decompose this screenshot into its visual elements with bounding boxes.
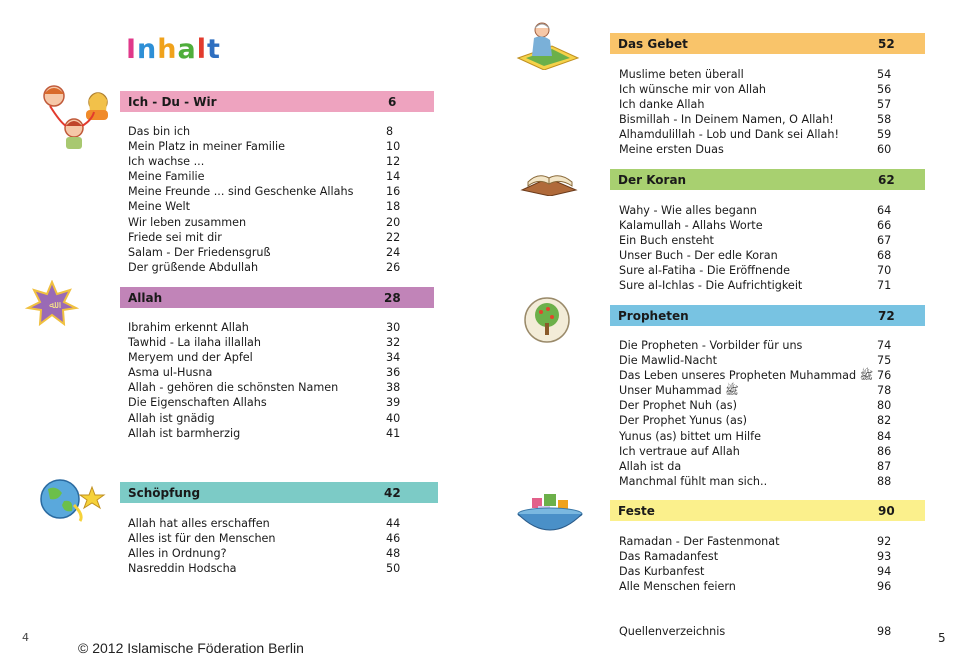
entry-title: Alhamdulillah - Lob und Dank sei Allah! <box>619 128 839 142</box>
toc-entry[interactable] <box>619 549 899 564</box>
entry-page-number: 50 <box>386 562 401 576</box>
entry-title: Der Prophet Nuh (as) <box>619 399 737 413</box>
entry-page-number: 68 <box>877 249 892 263</box>
toc-entry[interactable] <box>128 320 408 335</box>
entry-page-number: 82 <box>877 414 892 428</box>
toc-entry[interactable] <box>128 184 408 199</box>
toc-entry[interactable] <box>619 624 899 639</box>
celebration-bowl-icon <box>514 492 586 536</box>
toc-entry[interactable] <box>619 579 899 594</box>
toc-entry[interactable] <box>619 203 899 218</box>
section-title: Ich - Du - Wir <box>128 94 217 109</box>
globe-icon <box>34 475 106 523</box>
entry-title: Der Prophet Yunus (as) <box>619 414 748 428</box>
toc-entry[interactable] <box>619 338 899 353</box>
section-page-number: 72 <box>878 308 895 323</box>
entry-title: Meine Welt <box>128 200 190 214</box>
copyright-notice: © 2012 Islamische Föderation Berlin <box>78 640 304 656</box>
toc-entry[interactable] <box>128 411 408 426</box>
toc-list <box>619 203 899 294</box>
toc-entry[interactable] <box>128 531 408 546</box>
toc-entry[interactable] <box>128 154 408 169</box>
toc-entry[interactable] <box>619 474 899 489</box>
entry-page-number: 74 <box>877 339 892 352</box>
toc-entry[interactable] <box>128 561 408 576</box>
quran-book-icon <box>518 160 580 196</box>
toc-list <box>128 124 408 275</box>
toc-list <box>619 534 899 594</box>
entry-title: Wir leben zusammen <box>128 215 247 229</box>
section-title: Das Gebet <box>618 36 688 51</box>
toc-entry[interactable] <box>128 215 408 230</box>
section-page-number: 6 <box>388 94 397 109</box>
entry-page-number: 36 <box>386 366 401 380</box>
entry-title: Sure al-Fatiha - Die Eröffnende <box>619 264 791 278</box>
toc-entry[interactable] <box>128 245 408 260</box>
toc-list <box>128 516 408 576</box>
entry-page-number: 70 <box>877 264 892 278</box>
entry-page-number: 20 <box>386 215 401 229</box>
toc-entry[interactable] <box>128 139 408 154</box>
page-number-left: 4 <box>22 631 29 644</box>
entry-title: Meryem und der Apfel <box>128 351 253 365</box>
entry-page-number: 84 <box>877 429 892 443</box>
toc-entry[interactable] <box>128 365 408 380</box>
toc-entry[interactable] <box>619 398 899 413</box>
entry-page-number: 93 <box>877 550 892 564</box>
entry-page-number: 92 <box>877 535 892 548</box>
toc-entry[interactable] <box>128 230 408 245</box>
toc-entry[interactable] <box>619 67 899 82</box>
entry-page-number: 75 <box>877 354 892 368</box>
toc-entry[interactable] <box>128 395 408 410</box>
entry-page-number: 64 <box>877 204 892 217</box>
toc-entry[interactable] <box>619 97 899 112</box>
toc-entry[interactable] <box>619 534 899 549</box>
entry-title: Die Eigenschaften Allahs <box>128 396 267 410</box>
entry-page-number: 87 <box>877 459 892 473</box>
toc-entry[interactable] <box>619 444 899 459</box>
entry-title: Alles ist für den Menschen <box>128 532 276 546</box>
section-title: Propheten <box>618 308 689 323</box>
entry-page-number: 88 <box>877 474 892 488</box>
entry-page-number: 78 <box>877 384 892 398</box>
section-band[interactable] <box>610 33 925 54</box>
toc-entry[interactable] <box>619 564 899 579</box>
entry-title: Ein Buch ensteht <box>619 234 714 248</box>
entry-title: Quellenverzeichnis <box>619 625 726 638</box>
entry-page-number: 46 <box>386 532 401 546</box>
prayer-icon <box>512 18 580 70</box>
entry-title: Kalamullah - Allahs Worte <box>619 219 763 233</box>
entry-title: Manchmal fühlt man sich.. <box>619 474 768 488</box>
entry-page-number: 56 <box>877 83 892 97</box>
entry-page-number: 44 <box>386 517 401 530</box>
entry-page-number: 58 <box>877 113 892 127</box>
entry-title: Unser Buch - Der edle Koran <box>619 249 778 263</box>
entry-page-number: 8 <box>386 125 394 138</box>
page-number-right: 5 <box>938 631 946 645</box>
toc-entry[interactable] <box>619 459 899 474</box>
entry-page-number: 71 <box>877 279 892 293</box>
entry-title: Die Mawlid-Nacht <box>619 354 718 368</box>
toc-entry[interactable] <box>619 218 899 233</box>
entry-title: Ich wachse ... <box>128 155 205 169</box>
section-band[interactable] <box>610 305 925 326</box>
toc-entry[interactable] <box>128 124 408 139</box>
entry-title: Ich danke Allah <box>619 98 705 112</box>
toc-entry[interactable] <box>128 335 408 350</box>
entry-title: Allah ist da <box>619 459 682 473</box>
toc-entry[interactable] <box>128 169 408 184</box>
toc-entry[interactable] <box>128 350 408 365</box>
entry-title: Asma ul-Husna <box>128 366 213 380</box>
section-band[interactable] <box>610 169 925 190</box>
entry-page-number: 14 <box>386 170 401 184</box>
entry-title: Meine Familie <box>128 170 205 184</box>
toc-entry[interactable] <box>619 413 899 428</box>
entry-page-number: 32 <box>386 336 401 350</box>
entry-title: Meine ersten Duas <box>619 143 724 157</box>
entry-title: Das Ramadanfest <box>619 550 719 564</box>
section-title: Der Koran <box>618 172 687 187</box>
entry-title: Tawhid - La ilaha illallah <box>128 336 261 350</box>
entry-page-number: 66 <box>877 219 892 233</box>
entry-page-number: 80 <box>877 399 892 413</box>
entry-title: Allah - gehören die schönsten Namen <box>128 381 339 395</box>
entry-page-number: 16 <box>386 185 401 199</box>
entry-page-number: 39 <box>386 396 401 410</box>
toc-entry[interactable] <box>619 429 899 444</box>
entry-title: Ich wünsche mir von Allah <box>619 83 767 97</box>
section-page-number: 28 <box>384 290 401 305</box>
entry-title: Allah ist gnädig <box>128 411 215 425</box>
entry-title: Der grüßende Abdullah <box>128 260 259 274</box>
entry-title: Mein Platz in meiner Familie <box>128 140 285 154</box>
entry-page-number: 48 <box>386 547 401 561</box>
section-page-number: 90 <box>878 503 895 518</box>
entry-title: Muslime beten überall <box>619 68 744 81</box>
toc-entry[interactable] <box>619 263 899 278</box>
section-title: Schöpfung <box>128 485 201 500</box>
toc-entry[interactable] <box>128 199 408 214</box>
section-title: Feste <box>618 503 655 518</box>
entry-title: Das Leben unseres Propheten Muhammad ﷺ <box>619 369 874 383</box>
entry-title: Alle Menschen feiern <box>619 580 736 594</box>
entry-page-number: 57 <box>877 98 892 112</box>
entry-page-number: 24 <box>386 245 401 259</box>
entry-title: Allah ist barmherzig <box>128 426 241 440</box>
entry-title: Die Propheten - Vorbilder für uns <box>619 339 803 352</box>
family-icon <box>36 82 116 152</box>
section-band[interactable] <box>120 91 434 112</box>
entry-title: Bismillah - In Deinem Namen, O Allah! <box>619 113 834 127</box>
entry-page-number: 94 <box>877 565 892 579</box>
section-band[interactable] <box>120 482 438 503</box>
tree-icon <box>522 295 572 345</box>
entry-page-number: 38 <box>386 381 401 395</box>
entry-title: Salam - Der Friedensgruß <box>128 245 271 259</box>
toc-entry[interactable] <box>619 278 899 293</box>
title-letter: l <box>196 34 208 65</box>
entry-page-number: 41 <box>386 426 401 440</box>
toc-entry[interactable] <box>128 260 408 275</box>
toc-entry[interactable] <box>619 82 899 97</box>
section-band[interactable] <box>120 287 434 308</box>
entry-title: Alles in Ordnung? <box>128 547 227 561</box>
entry-page-number: 96 <box>877 580 892 594</box>
entry-title: Ich vertraue auf Allah <box>619 444 740 458</box>
title-letter: n <box>137 34 158 65</box>
entry-page-number: 34 <box>386 351 401 365</box>
toc-entry[interactable] <box>619 142 899 157</box>
entry-title: Das bin ich <box>128 125 191 138</box>
toc-list <box>619 67 899 158</box>
svg-text:ﷲ: ﷲ <box>49 300 55 311</box>
page-title <box>126 34 221 65</box>
entry-page-number: 98 <box>877 625 892 638</box>
toc-entry[interactable] <box>128 546 408 561</box>
entry-page-number: 10 <box>386 140 401 154</box>
section-page-number: 42 <box>384 485 401 500</box>
entry-page-number: 30 <box>386 321 401 334</box>
title-letter: h <box>157 34 178 65</box>
toc-list <box>128 320 408 441</box>
title-letter: a <box>177 34 197 65</box>
toc-entry[interactable] <box>619 127 899 142</box>
toc-entry[interactable] <box>619 233 899 248</box>
entry-title: Allah hat alles erschaffen <box>128 517 270 530</box>
entry-title: Sure al-Ichlas - Die Aufrichtigkeit <box>619 279 803 293</box>
toc-entry[interactable] <box>619 368 899 383</box>
entry-page-number: 40 <box>386 411 401 425</box>
section-page-number: 62 <box>878 172 895 187</box>
toc-entry[interactable] <box>128 426 408 441</box>
toc-entry[interactable] <box>619 112 899 127</box>
entry-page-number: 67 <box>877 234 892 248</box>
toc-list-sources <box>619 624 899 639</box>
entry-page-number: 18 <box>386 200 401 214</box>
entry-title: Ibrahim erkennt Allah <box>128 321 249 334</box>
entry-page-number: 59 <box>877 128 892 142</box>
toc-entry[interactable] <box>619 383 899 398</box>
toc-list <box>619 338 899 489</box>
star-icon <box>24 280 80 326</box>
toc-entry[interactable] <box>128 380 408 395</box>
entry-page-number: 12 <box>386 155 401 169</box>
section-title: Allah <box>128 290 163 305</box>
entry-title: Ramadan - Der Fastenmonat <box>619 535 780 548</box>
entry-title: Wahy - Wie alles begann <box>619 204 757 217</box>
entry-page-number: 60 <box>877 143 892 157</box>
entry-title: Das Kurbanfest <box>619 565 705 579</box>
section-band[interactable] <box>610 500 925 521</box>
entry-page-number: 86 <box>877 444 892 458</box>
entry-title: Friede sei mit dir <box>128 230 222 244</box>
section-page-number: 52 <box>878 36 895 51</box>
entry-title: Unser Muhammad ﷺ <box>619 384 739 398</box>
title-letter: t <box>207 34 221 65</box>
right-page <box>486 0 971 664</box>
entry-page-number: 76 <box>877 369 892 383</box>
entry-page-number: 54 <box>877 68 892 81</box>
toc-entry[interactable] <box>619 248 899 263</box>
entry-page-number: 22 <box>386 230 401 244</box>
entry-title: Meine Freunde ... sind Geschenke Allahs <box>128 185 354 199</box>
entry-title: Nasreddin Hodscha <box>128 562 237 576</box>
toc-entry[interactable] <box>128 516 408 531</box>
toc-entry[interactable] <box>619 353 899 368</box>
entry-page-number: 26 <box>386 260 401 274</box>
title-letter: I <box>126 34 138 65</box>
entry-title: Yunus (as) bittet um Hilfe <box>619 429 761 443</box>
